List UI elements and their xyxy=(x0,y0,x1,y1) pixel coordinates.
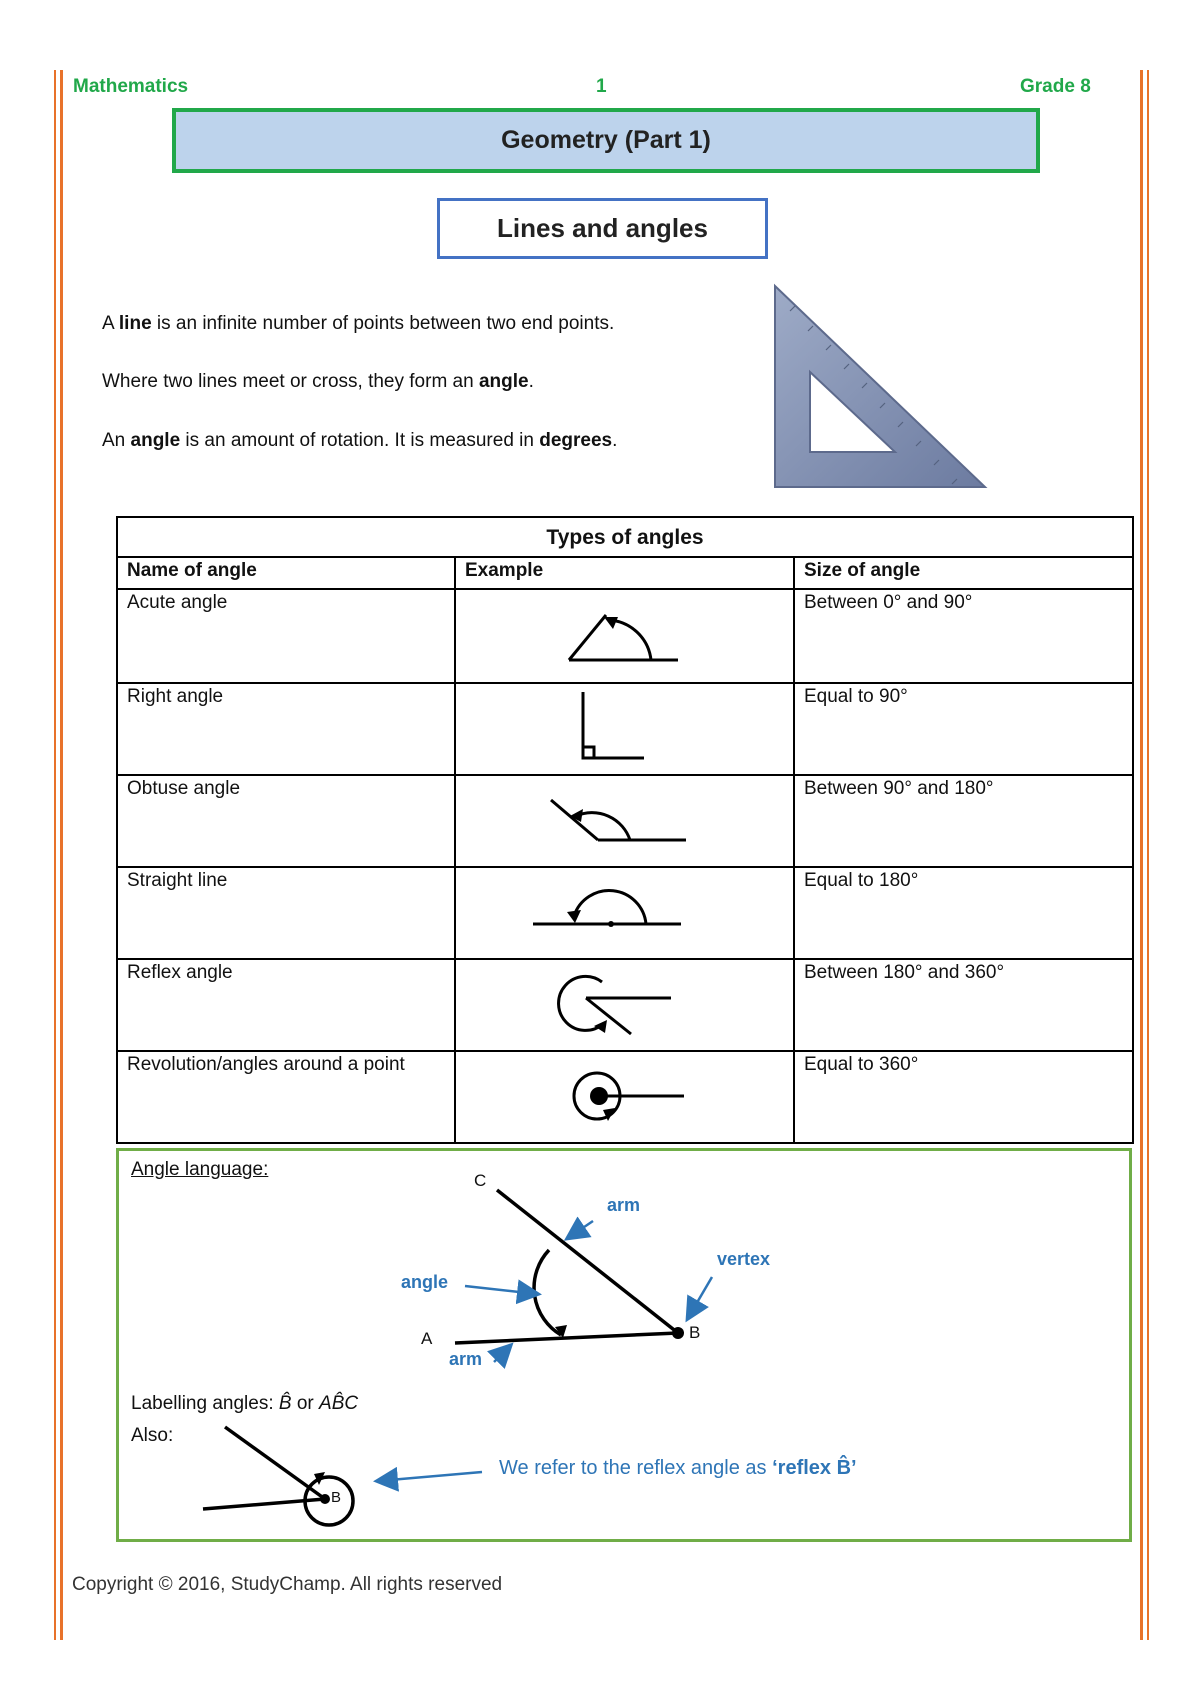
labelling-angles-text: Labelling angles: B̂ or AB̂C xyxy=(131,1393,359,1414)
angle-types-table xyxy=(116,516,1134,1144)
table-header: Name of angle xyxy=(117,557,455,589)
right-angle-icon xyxy=(456,684,795,768)
angle-size: Equal to 90° xyxy=(794,683,1133,775)
angle-language-title: Angle language: xyxy=(131,1159,269,1180)
angle-language-box xyxy=(116,1148,1132,1542)
table-caption: Types of angles xyxy=(117,517,1133,557)
table-row xyxy=(117,1051,1133,1143)
arm-label-top: arm xyxy=(607,1195,641,1215)
right-border-thick xyxy=(1140,70,1143,1640)
table-row xyxy=(117,589,1133,683)
table-header: Example xyxy=(455,557,794,589)
acute-angle-icon xyxy=(456,590,795,676)
angle-name: Reflex angle xyxy=(117,959,455,1051)
arm-label-bottom: arm xyxy=(449,1349,483,1369)
angle-name: Straight line xyxy=(117,867,455,959)
reflex-angle-icon xyxy=(456,960,795,1044)
angle-name: Acute angle xyxy=(117,589,455,683)
angle-name: Revolution/angles around a point xyxy=(117,1051,455,1143)
straight-angle-icon xyxy=(456,868,795,952)
revolution-angle-icon xyxy=(456,1052,795,1136)
obtuse-angle-icon xyxy=(456,776,795,860)
intro-line-2: Where two lines meet or cross, they form an angle. xyxy=(102,371,534,392)
angle-size: Equal to 180° xyxy=(794,867,1133,959)
also-text: Also: xyxy=(131,1425,174,1446)
grade-label: Grade 8 xyxy=(1020,76,1091,97)
angle-label: angle xyxy=(401,1272,449,1292)
table-row xyxy=(117,775,1133,867)
table-row xyxy=(117,683,1133,775)
subject-label: Mathematics xyxy=(73,76,189,97)
angle-size: Between 0° and 90° xyxy=(794,589,1133,683)
angle-size: Between 180° and 360° xyxy=(794,959,1133,1051)
point-b-reflex-label: B xyxy=(331,1489,342,1506)
angle-size: Between 90° and 180° xyxy=(794,775,1133,867)
page-number: 1 xyxy=(596,76,607,97)
copyright-footer: Copyright © 2016, StudyChamp. All rights reserved xyxy=(72,1574,503,1595)
section-title: Lines and angles xyxy=(437,198,768,259)
table-row xyxy=(117,867,1133,959)
intro-line-1: A line is an infinite number of points between two end points. xyxy=(102,313,615,334)
left-border-thick xyxy=(60,70,63,1640)
page-title: Geometry (Part 1) xyxy=(172,108,1040,173)
right-border-thin xyxy=(1147,70,1149,1640)
angle-name: Obtuse angle xyxy=(117,775,455,867)
point-a-label: A xyxy=(421,1329,433,1348)
table-header: Size of angle xyxy=(794,557,1133,589)
angle-size: Equal to 360° xyxy=(794,1051,1133,1143)
intro-line-3: An angle is an amount of rotation. It is measured in degrees. xyxy=(102,430,618,451)
left-border-thin xyxy=(54,70,56,1640)
point-c-label: C xyxy=(474,1171,487,1190)
vertex-label: vertex xyxy=(717,1249,771,1269)
reflex-note: We refer to the reflex angle as ‘reflex B̂’ xyxy=(499,1457,857,1479)
angle-name: Right angle xyxy=(117,683,455,775)
point-b-label: B xyxy=(689,1323,701,1342)
set-square-icon xyxy=(765,282,995,497)
table-row xyxy=(117,959,1133,1051)
